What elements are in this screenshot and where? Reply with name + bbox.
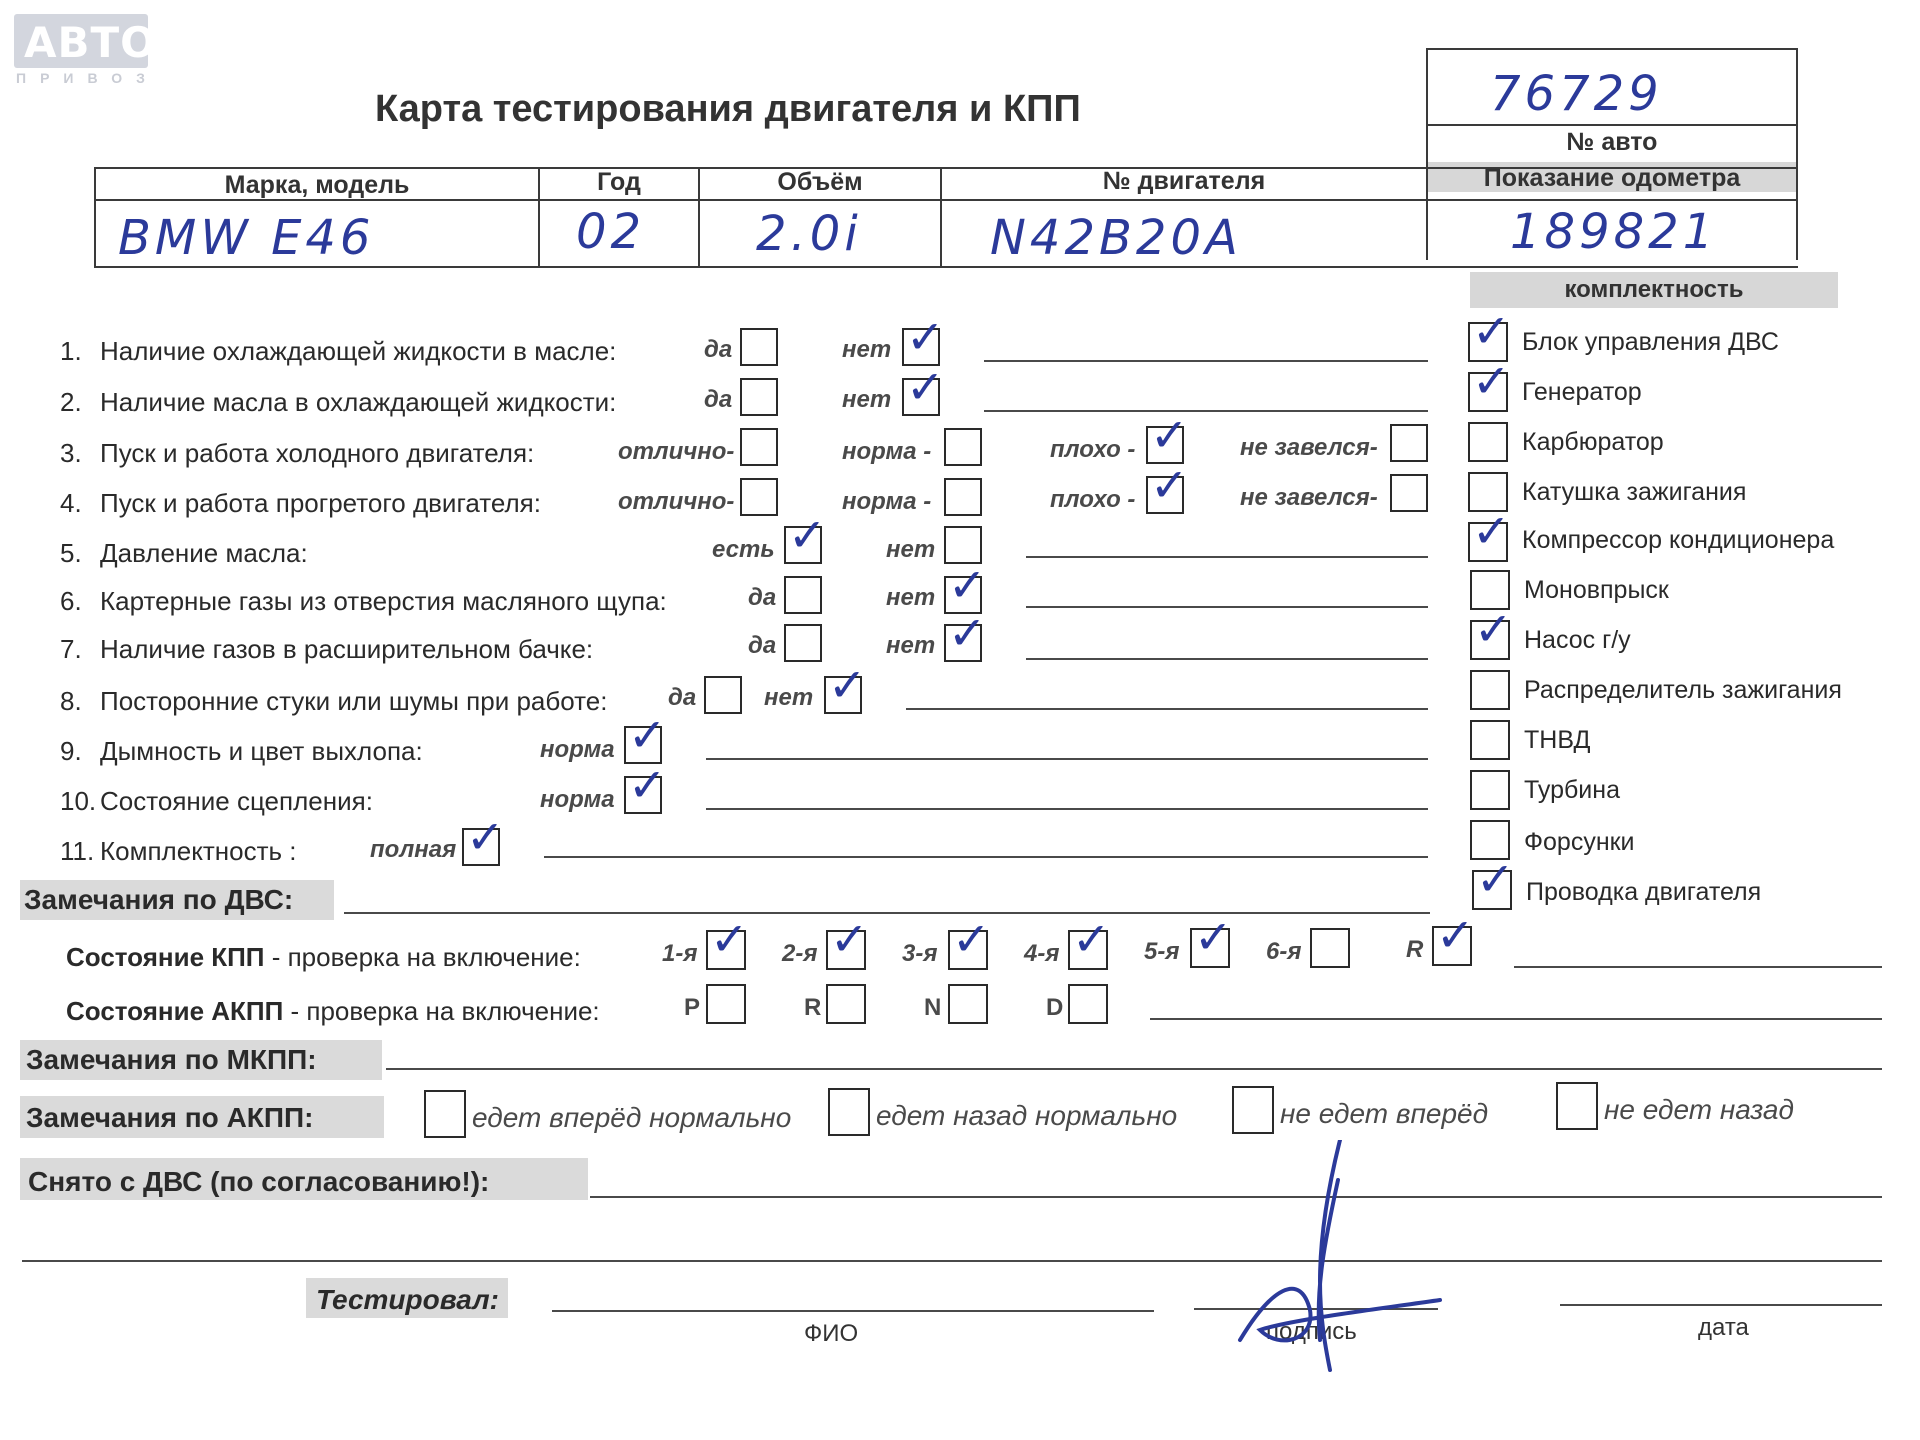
page-title: Карта тестирования двигателя и КПП: [375, 88, 1081, 130]
auto-box-top: [1426, 48, 1798, 50]
comp-checkbox-9[interactable]: [1470, 720, 1510, 760]
kpp-gear-5-checkbox[interactable]: [1190, 928, 1230, 968]
odometer-label: Показание одометра: [1483, 164, 1741, 192]
comp-checkbox-7[interactable]: [1470, 620, 1510, 660]
year-value: 02: [576, 204, 646, 260]
q6-da-checkbox[interactable]: [784, 576, 822, 614]
comp-item-1: Блок управления ДВС: [1522, 328, 1779, 356]
q5-est-checkbox[interactable]: [784, 526, 822, 564]
question-8: 8. Посторонние стуки или шумы при работе:: [60, 686, 608, 716]
comp-item-5: Компрессор кондиционера: [1522, 526, 1835, 554]
comp-checkbox-12[interactable]: [1472, 870, 1512, 910]
akpp-no-back-checkbox[interactable]: [1556, 1082, 1598, 1130]
brand-value: BMW E46: [118, 210, 375, 266]
kpp-gear-6-checkbox[interactable]: [1310, 928, 1350, 968]
q3-ne-zavelsya-label: не завелся-: [1240, 434, 1378, 461]
tested-label: Тестировал:: [316, 1284, 499, 1315]
kpp-gear-2-label: 2-я: [782, 940, 818, 967]
question-10: 10. Состояние сцепления:: [60, 786, 373, 816]
akpp-no-back-label: не едет назад: [1604, 1094, 1794, 1125]
q4-norma-checkbox[interactable]: [944, 478, 982, 516]
q5-net-label: нет: [886, 536, 936, 563]
q7-da-label: да: [748, 632, 777, 659]
remarks-mkpp-label: Замечания по МКПП:: [26, 1044, 317, 1075]
q5-note-line[interactable]: [1026, 556, 1428, 558]
akpp-back-ok-checkbox[interactable]: [828, 1088, 870, 1136]
logo-main: АВТО: [24, 18, 157, 67]
akpp-no-forward-label: не едет вперёд: [1280, 1098, 1489, 1129]
q2-net-label: нет: [842, 386, 892, 413]
akpp-r-checkbox[interactable]: [826, 984, 866, 1024]
comp-item-10: Турбина: [1524, 776, 1620, 804]
removed-line-2[interactable]: [22, 1260, 1882, 1262]
kpp-gear-4-label: 4-я: [1024, 940, 1060, 967]
auto-number-value: 76729: [1490, 66, 1663, 122]
kpp-gear-r-checkbox[interactable]: [1432, 926, 1472, 966]
akpp-back-ok-label: едет назад нормально: [876, 1100, 1178, 1131]
q7-note-line[interactable]: [1026, 658, 1428, 660]
q4-ploho-label: плохо -: [1050, 486, 1136, 513]
q4-otlichno-label: отлично-: [618, 488, 735, 515]
q4-ne-zavelsya-label: не завелся-: [1240, 484, 1378, 511]
q11-note-line[interactable]: [544, 856, 1428, 858]
q3-ploho-label: плохо -: [1050, 436, 1136, 463]
comp-item-4: Катушка зажигания: [1522, 478, 1747, 506]
q3-otlichno-checkbox[interactable]: [740, 428, 778, 466]
remarks-dvs-label: Замечания по ДВС:: [24, 884, 294, 915]
q4-ploho-checkbox[interactable]: [1146, 476, 1184, 514]
q3-norma-label: норма -: [842, 438, 932, 465]
sign-caption: подпись: [1266, 1318, 1357, 1345]
kpp-label: Состояние КПП - проверка на включение:: [66, 942, 581, 972]
question-6: 6. Картерные газы из отверстия масляного щупа:: [60, 586, 667, 616]
q7-net-label: нет: [886, 632, 936, 659]
akpp-r-label: R: [804, 994, 822, 1021]
kpp-note-line[interactable]: [1514, 966, 1882, 968]
akpp-note-line[interactable]: [1150, 1018, 1882, 1020]
q10-note-line[interactable]: [706, 808, 1428, 810]
q2-net-checkbox[interactable]: [902, 378, 940, 416]
akpp-no-forward-checkbox[interactable]: [1232, 1086, 1274, 1134]
completeness-title: комплектность: [1564, 276, 1744, 303]
q10-norma-label: норма: [540, 786, 615, 813]
remarks-dvs-line[interactable]: [344, 912, 1430, 914]
q3-norma-checkbox[interactable]: [944, 428, 982, 466]
comp-item-12: Проводка двигателя: [1526, 878, 1762, 906]
q10-norma-checkbox[interactable]: [624, 776, 662, 814]
q4-otlichno-checkbox[interactable]: [740, 478, 778, 516]
q7-da-checkbox[interactable]: [784, 624, 822, 662]
remarks-mkpp-line[interactable]: [386, 1068, 1882, 1070]
date-line[interactable]: [1560, 1304, 1882, 1306]
q2-note-line[interactable]: [984, 410, 1428, 412]
question-11: 11. Комплектность :: [60, 836, 297, 866]
q3-ne-zavelsya-checkbox[interactable]: [1390, 424, 1428, 462]
kpp-gear-4-checkbox[interactable]: [1068, 930, 1108, 970]
year-label: Год: [597, 168, 641, 196]
akpp-n-label: N: [924, 994, 942, 1021]
q4-ne-zavelsya-checkbox[interactable]: [1390, 474, 1428, 512]
comp-item-7: Насос г/у: [1524, 626, 1631, 654]
volume-label: Объём: [777, 168, 863, 196]
q1-da-label: да: [704, 336, 733, 363]
date-caption: дата: [1698, 1314, 1749, 1341]
comp-item-11: Форсунки: [1524, 828, 1635, 856]
question-9: 9. Дымность и цвет выхлопа:: [60, 736, 423, 766]
comp-item-6: Моновпрыск: [1524, 576, 1669, 604]
fio-line[interactable]: [552, 1310, 1154, 1312]
q8-net-checkbox[interactable]: [824, 676, 862, 714]
kpp-gear-6-label: 6-я: [1266, 938, 1302, 965]
q11-polnaya-label: полная: [370, 836, 457, 863]
question-7: 7. Наличие газов в расширительном бачке:: [60, 634, 594, 664]
akpp-d-label: D: [1046, 994, 1064, 1021]
comp-checkbox-3[interactable]: [1468, 422, 1508, 462]
question-1: 1. Наличие охлаждающей жидкости в масле:: [60, 336, 617, 366]
comp-checkbox-10[interactable]: [1470, 770, 1510, 810]
engine-label: № двигателя: [1102, 167, 1266, 195]
q5-est-label: есть: [712, 536, 775, 563]
q1-note-line[interactable]: [984, 360, 1428, 362]
auto-box-mid: [1426, 124, 1798, 126]
question-5: 5. Давление масла:: [60, 538, 308, 568]
logo-sub: ПРИВОЗ: [16, 70, 159, 86]
comp-item-8: Распределитель зажигания: [1524, 676, 1842, 704]
q2-da-checkbox[interactable]: [740, 378, 778, 416]
q7-net-checkbox[interactable]: [944, 624, 982, 662]
kpp-gear-3-checkbox[interactable]: [948, 930, 988, 970]
akpp-n-checkbox[interactable]: [948, 984, 988, 1024]
removed-label: Снято с ДВС (по согласованию!):: [28, 1166, 490, 1197]
akpp-label: Состояние АКПП - проверка на включение:: [66, 996, 600, 1026]
q6-net-label: нет: [886, 584, 936, 611]
comp-checkbox-8[interactable]: [1470, 670, 1510, 710]
q4-norma-label: норма -: [842, 488, 932, 515]
question-3: 3. Пуск и работа холодного двигателя:: [60, 438, 535, 468]
comp-item-3: Карбюратор: [1522, 428, 1664, 456]
volume-value: 2.0i: [756, 206, 862, 262]
q11-polnaya-checkbox[interactable]: [462, 828, 500, 866]
q6-da-label: да: [748, 584, 777, 611]
comp-item-9: ТНВД: [1524, 726, 1591, 754]
question-2: 2. Наличие масла в охлаждающей жидкости:: [60, 387, 617, 417]
akpp-forward-ok-checkbox[interactable]: [424, 1090, 466, 1138]
table-bottom: [94, 266, 1798, 268]
q9-norma-label: норма: [540, 736, 615, 763]
q3-otlichno-label: отлично-: [618, 438, 735, 465]
signature-scribble: [1220, 1140, 1460, 1380]
q2-da-label: да: [704, 386, 733, 413]
q9-note-line[interactable]: [706, 758, 1428, 760]
auto-box-right: [1796, 48, 1798, 260]
engine-value: N42B20A: [990, 210, 1242, 266]
comp-item-2: Генератор: [1522, 378, 1642, 406]
q1-da-checkbox[interactable]: [740, 328, 778, 366]
akpp-forward-ok-label: едет вперёд нормально: [472, 1102, 792, 1133]
question-4: 4. Пуск и работа прогретого двигателя:: [60, 488, 541, 518]
kpp-gear-2-checkbox[interactable]: [826, 930, 866, 970]
kpp-gear-1-checkbox[interactable]: [706, 930, 746, 970]
akpp-p-label: P: [684, 994, 701, 1021]
odometer-value: 189821: [1510, 204, 1718, 260]
q8-net-label: нет: [764, 684, 814, 711]
q6-note-line[interactable]: [1026, 606, 1428, 608]
comp-checkbox-2[interactable]: [1468, 372, 1508, 412]
akpp-p-checkbox[interactable]: [706, 984, 746, 1024]
kpp-gear-5-label: 5-я: [1144, 938, 1180, 965]
remarks-akpp-label: Замечания по АКПП:: [26, 1102, 314, 1133]
kpp-gear-3-label: 3-я: [902, 940, 938, 967]
brand-label: Марка, модель: [224, 171, 410, 199]
akpp-d-checkbox[interactable]: [1068, 984, 1108, 1024]
kpp-gear-1-label: 1-я: [662, 940, 698, 967]
q8-da-label: да: [668, 684, 697, 711]
q8-da-checkbox[interactable]: [704, 676, 742, 714]
q8-note-line[interactable]: [906, 708, 1428, 710]
q1-net-label: нет: [842, 336, 892, 363]
comp-checkbox-5[interactable]: [1468, 522, 1508, 562]
fio-caption: ФИО: [804, 1320, 859, 1347]
kpp-gear-r-label: R: [1406, 936, 1424, 963]
auto-number-label: № авто: [1566, 128, 1658, 156]
